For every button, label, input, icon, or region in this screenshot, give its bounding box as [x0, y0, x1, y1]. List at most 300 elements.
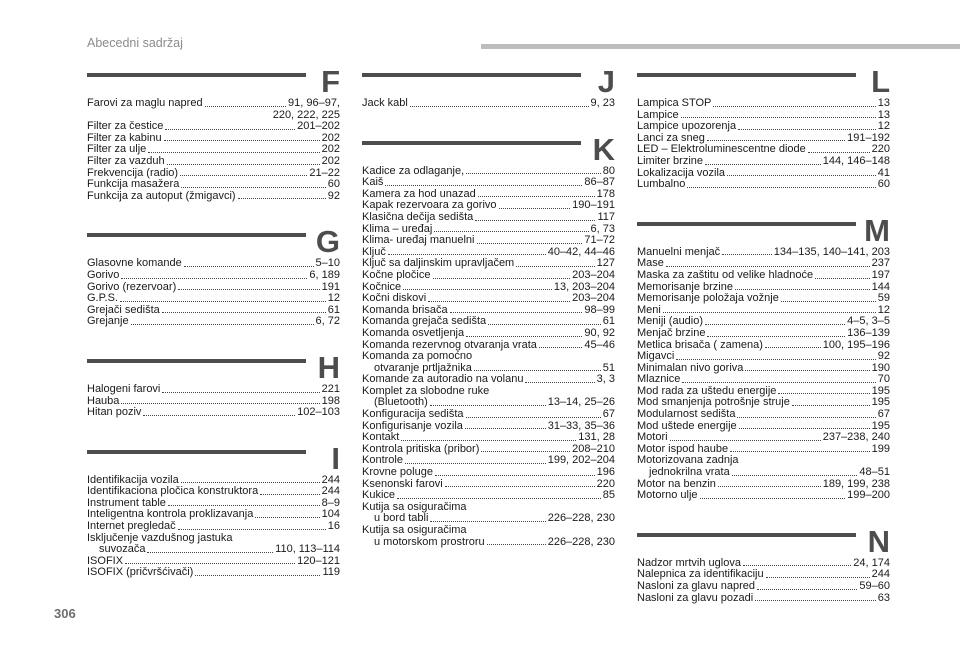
index-column-2	[362, 62, 615, 568]
dot-leader	[125, 563, 295, 564]
entry-pages: 244	[321, 473, 340, 486]
dot-leader	[676, 359, 875, 360]
entry-pages: 102–103	[297, 406, 340, 419]
page-number: 306	[54, 606, 76, 621]
index-entry	[362, 479, 615, 491]
dot-leader	[738, 129, 876, 130]
dot-leader	[465, 428, 546, 429]
dot-leader	[430, 405, 546, 406]
entry-label: Hitan poziv	[87, 406, 142, 419]
entry-pages: 127	[596, 257, 615, 270]
dot-leader	[808, 152, 870, 153]
index-entry	[637, 490, 890, 502]
entry-row	[87, 179, 340, 191]
entry-pages: 208–210	[572, 442, 615, 455]
entry-label: Kukice	[362, 489, 396, 502]
entry-row	[362, 98, 615, 110]
entry-label: Kontrole	[362, 454, 403, 467]
entry-pages: 67	[602, 408, 615, 421]
entry-pages: 199, 202–204	[547, 454, 615, 467]
dot-leader	[184, 266, 314, 267]
entry-row	[637, 351, 890, 363]
entry-label: Mlaznice	[637, 373, 681, 386]
index-entries	[362, 98, 615, 110]
entry-row	[637, 490, 890, 502]
dot-leader	[178, 289, 319, 290]
entry-pages: 237–238, 240	[822, 431, 890, 444]
dot-leader	[727, 175, 876, 176]
entry-label: Komande za autoradio na volanu	[362, 373, 524, 386]
header-title: Abecedni sadržaj	[87, 36, 183, 50]
dot-leader	[148, 152, 319, 153]
index-entry	[362, 98, 615, 110]
index-entry	[362, 351, 615, 374]
entry-row	[362, 212, 615, 224]
entry-pages: 41	[877, 166, 890, 179]
entry-pages: 119	[322, 566, 340, 579]
entry-pages: 48–51	[859, 466, 890, 479]
entry-label: Gorivo (rezervoar)	[87, 280, 177, 293]
index-entries	[87, 98, 340, 202]
dot-leader	[162, 312, 326, 313]
dot-leader	[165, 129, 295, 130]
dot-leader	[737, 417, 875, 418]
entry-label: Kaiš	[362, 176, 384, 189]
dot-leader	[466, 417, 601, 418]
section-header	[87, 62, 340, 98]
entry-pages: 13	[877, 108, 890, 121]
entry-label: Ksenonski farovi	[362, 477, 443, 490]
entry-pages: 90, 92	[584, 326, 615, 339]
index-entry	[87, 179, 340, 191]
entry-label: suvozača	[99, 543, 146, 556]
dot-leader	[434, 231, 588, 232]
entry-heading: Motorizovana zadnja	[637, 454, 739, 467]
entry-pages: 3, 3	[596, 373, 615, 386]
entry-pages: 191	[321, 280, 340, 293]
entry-row	[637, 593, 890, 605]
entry-label: Klima- uređaj manuelni	[362, 234, 475, 247]
entry-label: Lampice	[637, 108, 679, 121]
entry-row	[637, 98, 890, 110]
dot-leader	[466, 336, 582, 337]
index-entry	[362, 328, 615, 340]
entry-row	[87, 270, 340, 282]
entry-pages: 226–228, 230	[547, 512, 615, 525]
entry-pages: 191–192	[847, 131, 890, 144]
index-entry	[637, 270, 890, 282]
dot-leader	[743, 565, 851, 566]
dot-leader	[815, 278, 870, 279]
entry-label: Grejanje	[87, 315, 129, 328]
entry-pages: 226–228, 230	[547, 535, 615, 548]
entry-label: Filter za vazduh	[87, 154, 165, 167]
entry-label: Inteligentna kontrola proklizavanja	[87, 508, 254, 521]
entry-pages: 9, 23	[590, 97, 615, 109]
index-entry	[87, 316, 340, 328]
entry-label: Komanda grejača sedišta	[362, 315, 487, 328]
dot-leader	[525, 382, 594, 383]
dot-leader	[131, 324, 314, 325]
dot-leader	[121, 278, 307, 279]
index-entry	[87, 282, 340, 294]
entry-label: Komanda brisača	[362, 303, 448, 316]
entry-label: Filter za čestice	[87, 120, 164, 133]
section-divider	[87, 359, 306, 363]
section-header	[637, 62, 890, 98]
dot-leader	[433, 278, 571, 279]
dot-leader	[430, 521, 545, 522]
entry-row	[362, 409, 615, 421]
entry-pages: 244	[871, 568, 890, 581]
section-letter: J	[597, 64, 615, 99]
dot-leader	[410, 106, 589, 107]
index-entry	[362, 421, 615, 433]
entry-label: Konfigurisanje vozila	[362, 419, 463, 432]
dot-leader	[143, 415, 295, 416]
entry-label: Klima – uređaj	[362, 222, 433, 235]
entry-label: Grejači sedišta	[87, 303, 160, 316]
entry-row	[362, 270, 615, 282]
entry-label: Metlica brisača ( zamena)	[637, 338, 763, 351]
entry-label: Identifikacija vozila	[87, 473, 179, 486]
index-entry	[637, 455, 890, 478]
entry-pages: 12	[877, 120, 890, 133]
entry-pages: 63	[877, 591, 890, 604]
dot-leader	[195, 575, 320, 576]
index-entry	[87, 567, 340, 579]
entry-row	[87, 282, 340, 294]
index-entry	[362, 386, 615, 409]
section-header	[87, 222, 340, 258]
entry-label: Mase	[637, 257, 664, 270]
entry-pages: 195	[871, 396, 890, 409]
dot-leader	[181, 482, 320, 483]
section-header	[637, 211, 890, 247]
entry-pages: 202	[321, 131, 340, 144]
index-entry	[87, 533, 340, 556]
entry-pages: 60	[327, 178, 340, 191]
entry-row	[362, 537, 615, 549]
entry-label: Konfiguracija sedišta	[362, 408, 464, 421]
entry-row	[362, 421, 615, 433]
index-entry	[87, 407, 340, 419]
dot-leader	[477, 243, 583, 244]
entry-label: Instrument table	[87, 496, 166, 509]
dot-leader	[745, 370, 869, 371]
entry-pages: 197	[871, 268, 890, 281]
entry-label: Manuelni menjač	[637, 245, 721, 258]
entry-label: Kontrola pritiska (pribor)	[362, 442, 480, 455]
entry-label: Maska za zaštitu od velike hladnoće	[637, 268, 814, 281]
index-entry	[637, 409, 890, 421]
entry-pages: 220	[596, 477, 615, 490]
entry-label: Lampica STOP	[637, 97, 712, 109]
entry-row	[87, 156, 340, 168]
entry-label: Funkcija za autoput (žmigavci)	[87, 189, 236, 202]
entry-pages: 202	[321, 143, 340, 156]
entry-label: ISOFIX	[87, 554, 124, 567]
index-entry	[362, 293, 615, 305]
dot-leader	[120, 301, 326, 302]
index-entry	[637, 351, 890, 363]
dot-leader	[707, 336, 845, 337]
entry-label: Memorisanje brzine	[637, 280, 733, 293]
entry-label: Jack kabl	[362, 97, 408, 109]
dot-leader	[705, 164, 821, 165]
dot-leader	[445, 486, 595, 487]
dot-leader	[687, 187, 875, 188]
dot-leader	[663, 312, 876, 313]
entry-label: Filter za kabinu	[87, 131, 162, 144]
entry-row	[637, 409, 890, 421]
entry-label: Migavci	[637, 350, 675, 363]
entry-row	[87, 258, 340, 270]
dot-leader	[539, 347, 583, 348]
entry-row	[87, 98, 340, 110]
index-entry	[87, 191, 340, 203]
entry-label: Ključ sa daljinskim upravljačem	[362, 257, 515, 270]
index-entries	[87, 258, 340, 328]
entry-label: Gorivo	[87, 268, 120, 281]
entry-row	[637, 293, 890, 305]
index-column-3	[637, 62, 890, 624]
entry-pages: 203–204	[572, 268, 615, 281]
entry-label: Lumbalno	[637, 178, 686, 191]
dot-leader	[475, 220, 595, 221]
entry-pages: 201–202	[297, 120, 340, 133]
index-column-1	[87, 62, 340, 599]
entry-pages: 244	[321, 485, 340, 498]
entry-label: Frekvencija (radio)	[87, 166, 179, 179]
entry-label: Glasovne komande	[87, 257, 182, 270]
entry-pages: 220	[871, 143, 890, 156]
dot-leader	[766, 577, 870, 578]
entry-label: Nasloni za glavu napred	[637, 580, 756, 592]
section-letter: M	[864, 212, 890, 248]
index-entries	[637, 247, 890, 502]
entry-label: Minimalan nivo goriva	[637, 361, 744, 374]
entry-pages: 45–46	[584, 338, 615, 351]
entry-pages: 8–9	[321, 496, 340, 509]
entry-pages: 202	[321, 154, 340, 167]
entry-pages: 31–33, 35–36	[547, 419, 615, 432]
entry-row	[87, 567, 340, 579]
entry-label: jednokrilna vrata	[649, 466, 730, 479]
entry-pages: 92	[877, 350, 890, 363]
entry-label: Meniji (audio)	[637, 315, 704, 328]
dot-leader	[718, 486, 821, 487]
entry-pages: 199–200	[847, 489, 890, 502]
dot-leader	[478, 196, 595, 197]
entry-label: Krovne poluge	[362, 466, 433, 479]
dot-leader	[435, 475, 595, 476]
section-header	[362, 62, 615, 98]
entry-row	[637, 328, 890, 340]
entry-pages: 196	[596, 466, 615, 479]
entry-label: Kočni diskovi	[362, 292, 427, 305]
index-entries	[87, 475, 340, 579]
dot-leader	[401, 440, 576, 441]
entry-pages: 92	[327, 189, 340, 202]
entry-pages: 190	[871, 361, 890, 374]
entry-pages: 12	[327, 292, 340, 305]
entry-pages: 98–99	[584, 303, 615, 316]
entry-pages: 144	[871, 280, 890, 293]
entry-pages: 13–14, 25–26	[547, 396, 615, 409]
entry-label: Motor na benzin	[637, 477, 716, 490]
dot-leader	[792, 405, 870, 406]
entry-label: Lokalizacija vozila	[637, 166, 726, 179]
entry-pages: 60	[877, 178, 890, 191]
index-entry	[637, 593, 890, 605]
dot-leader	[757, 589, 857, 590]
index-entry	[87, 521, 340, 533]
dot-leader	[238, 198, 326, 199]
entry-row	[87, 521, 340, 533]
section-letter: H	[317, 349, 340, 385]
dot-leader	[739, 428, 870, 429]
dot-leader	[162, 392, 319, 393]
entry-pages: 59	[877, 292, 890, 305]
entry-pages: 21–22	[309, 166, 340, 179]
entry-label: otvaranje prtljažnika	[374, 361, 472, 374]
entry-pages: 237	[871, 257, 890, 270]
dot-leader	[713, 106, 875, 107]
section-divider	[637, 73, 856, 77]
entry-pages: 120–121	[297, 554, 340, 567]
entry-row	[362, 479, 615, 491]
entry-pages: 100, 195–196	[822, 338, 890, 351]
entry-pages: 13	[877, 97, 890, 109]
section-divider	[362, 141, 581, 145]
entry-label: Menjač brzine	[637, 326, 706, 339]
index-entry	[637, 328, 890, 340]
entry-pages: 6, 189	[309, 268, 340, 281]
entry-row	[362, 328, 615, 340]
dot-leader	[260, 494, 319, 495]
entry-heading: Komplet za slobodne ruke	[362, 384, 490, 397]
dot-leader	[474, 370, 601, 371]
entry-label: Hauba	[87, 394, 120, 407]
section-divider	[87, 233, 306, 237]
entry-label: u motorskom prostroru	[374, 535, 485, 548]
entry-pages: 12	[877, 303, 890, 316]
dot-leader	[681, 117, 876, 118]
dot-leader	[180, 175, 307, 176]
entry-row	[362, 467, 615, 479]
section-header	[87, 439, 340, 475]
entry-label: Mod uštede energije	[637, 419, 737, 432]
entry-pages: 136–139	[847, 326, 890, 339]
section-divider	[637, 533, 856, 537]
dot-leader	[516, 266, 594, 267]
dot-leader	[707, 140, 845, 141]
entry-label: Motorno ulje	[637, 489, 698, 502]
dot-leader	[450, 312, 583, 313]
entry-pages: 221	[321, 382, 340, 395]
entry-pages: 144, 146–148	[822, 154, 890, 167]
section-divider	[87, 450, 306, 454]
index-entry	[637, 156, 890, 168]
entry-pages: 199	[871, 442, 890, 455]
section-header	[87, 348, 340, 384]
entry-pages: 80	[602, 164, 615, 177]
entry-label: Internet pregledač	[87, 520, 176, 533]
entry-row	[637, 156, 890, 168]
dot-leader	[705, 324, 845, 325]
dot-leader	[167, 164, 320, 165]
dot-leader	[121, 403, 319, 404]
dot-leader	[481, 451, 570, 452]
dot-leader	[732, 475, 858, 476]
entry-heading: Kutija sa osiguračima	[362, 500, 467, 513]
dot-leader	[428, 301, 570, 302]
entry-pages: 195	[871, 419, 890, 432]
entry-label: Ključ	[362, 245, 386, 258]
dot-leader	[466, 173, 601, 174]
entry-row	[637, 270, 890, 282]
section-header	[362, 130, 615, 166]
entry-pages: 4–5, 3–5	[847, 315, 890, 328]
index-entry	[637, 581, 890, 593]
entry-row	[87, 407, 340, 419]
index-entry	[362, 525, 615, 548]
entry-label: Mod smanjenja potrošnje struje	[637, 396, 790, 409]
entry-pages: 61	[327, 303, 340, 316]
dot-leader	[730, 451, 870, 452]
dot-leader	[700, 498, 846, 499]
entry-pages: 61	[602, 315, 615, 328]
section-letter: K	[592, 131, 615, 167]
index-entry	[362, 270, 615, 282]
entry-pages: 104	[321, 508, 340, 521]
dot-leader	[778, 393, 869, 394]
dot-leader	[682, 382, 875, 383]
entry-row	[87, 293, 340, 305]
section-divider	[637, 222, 856, 226]
entry-row	[87, 191, 340, 203]
dot-leader	[755, 600, 876, 601]
section-divider	[87, 73, 306, 77]
entry-label: Meni	[637, 303, 661, 316]
index-entry	[87, 293, 340, 305]
index-entry	[637, 293, 890, 305]
entry-row	[637, 179, 890, 191]
index-entry	[362, 166, 615, 178]
dot-leader	[405, 463, 546, 464]
index-entry	[637, 340, 890, 352]
index-entry	[362, 212, 615, 224]
entry-pages: 71–72	[584, 234, 615, 247]
entry-label: Memorisanje položaja vožnje	[637, 292, 779, 305]
entry-pages: 178	[596, 187, 615, 200]
entry-label: Kočne pločice	[362, 268, 431, 281]
entry-row	[637, 247, 890, 259]
index-entries	[637, 98, 890, 191]
dot-leader	[205, 106, 286, 107]
dot-leader	[164, 140, 320, 141]
entry-label: Nasloni za glavu pozadi	[637, 591, 754, 604]
entry-label: Lanci za sneg	[637, 131, 705, 144]
entry-pages: 131, 28	[578, 431, 615, 444]
entry-row	[637, 581, 890, 593]
index-entry	[362, 235, 615, 247]
entry-pages: 134–135, 140–141, 203	[773, 245, 890, 258]
entry-pages: 24, 174	[853, 556, 890, 569]
index-entries	[637, 558, 890, 604]
entry-label: Motor ispod haube	[637, 442, 729, 455]
